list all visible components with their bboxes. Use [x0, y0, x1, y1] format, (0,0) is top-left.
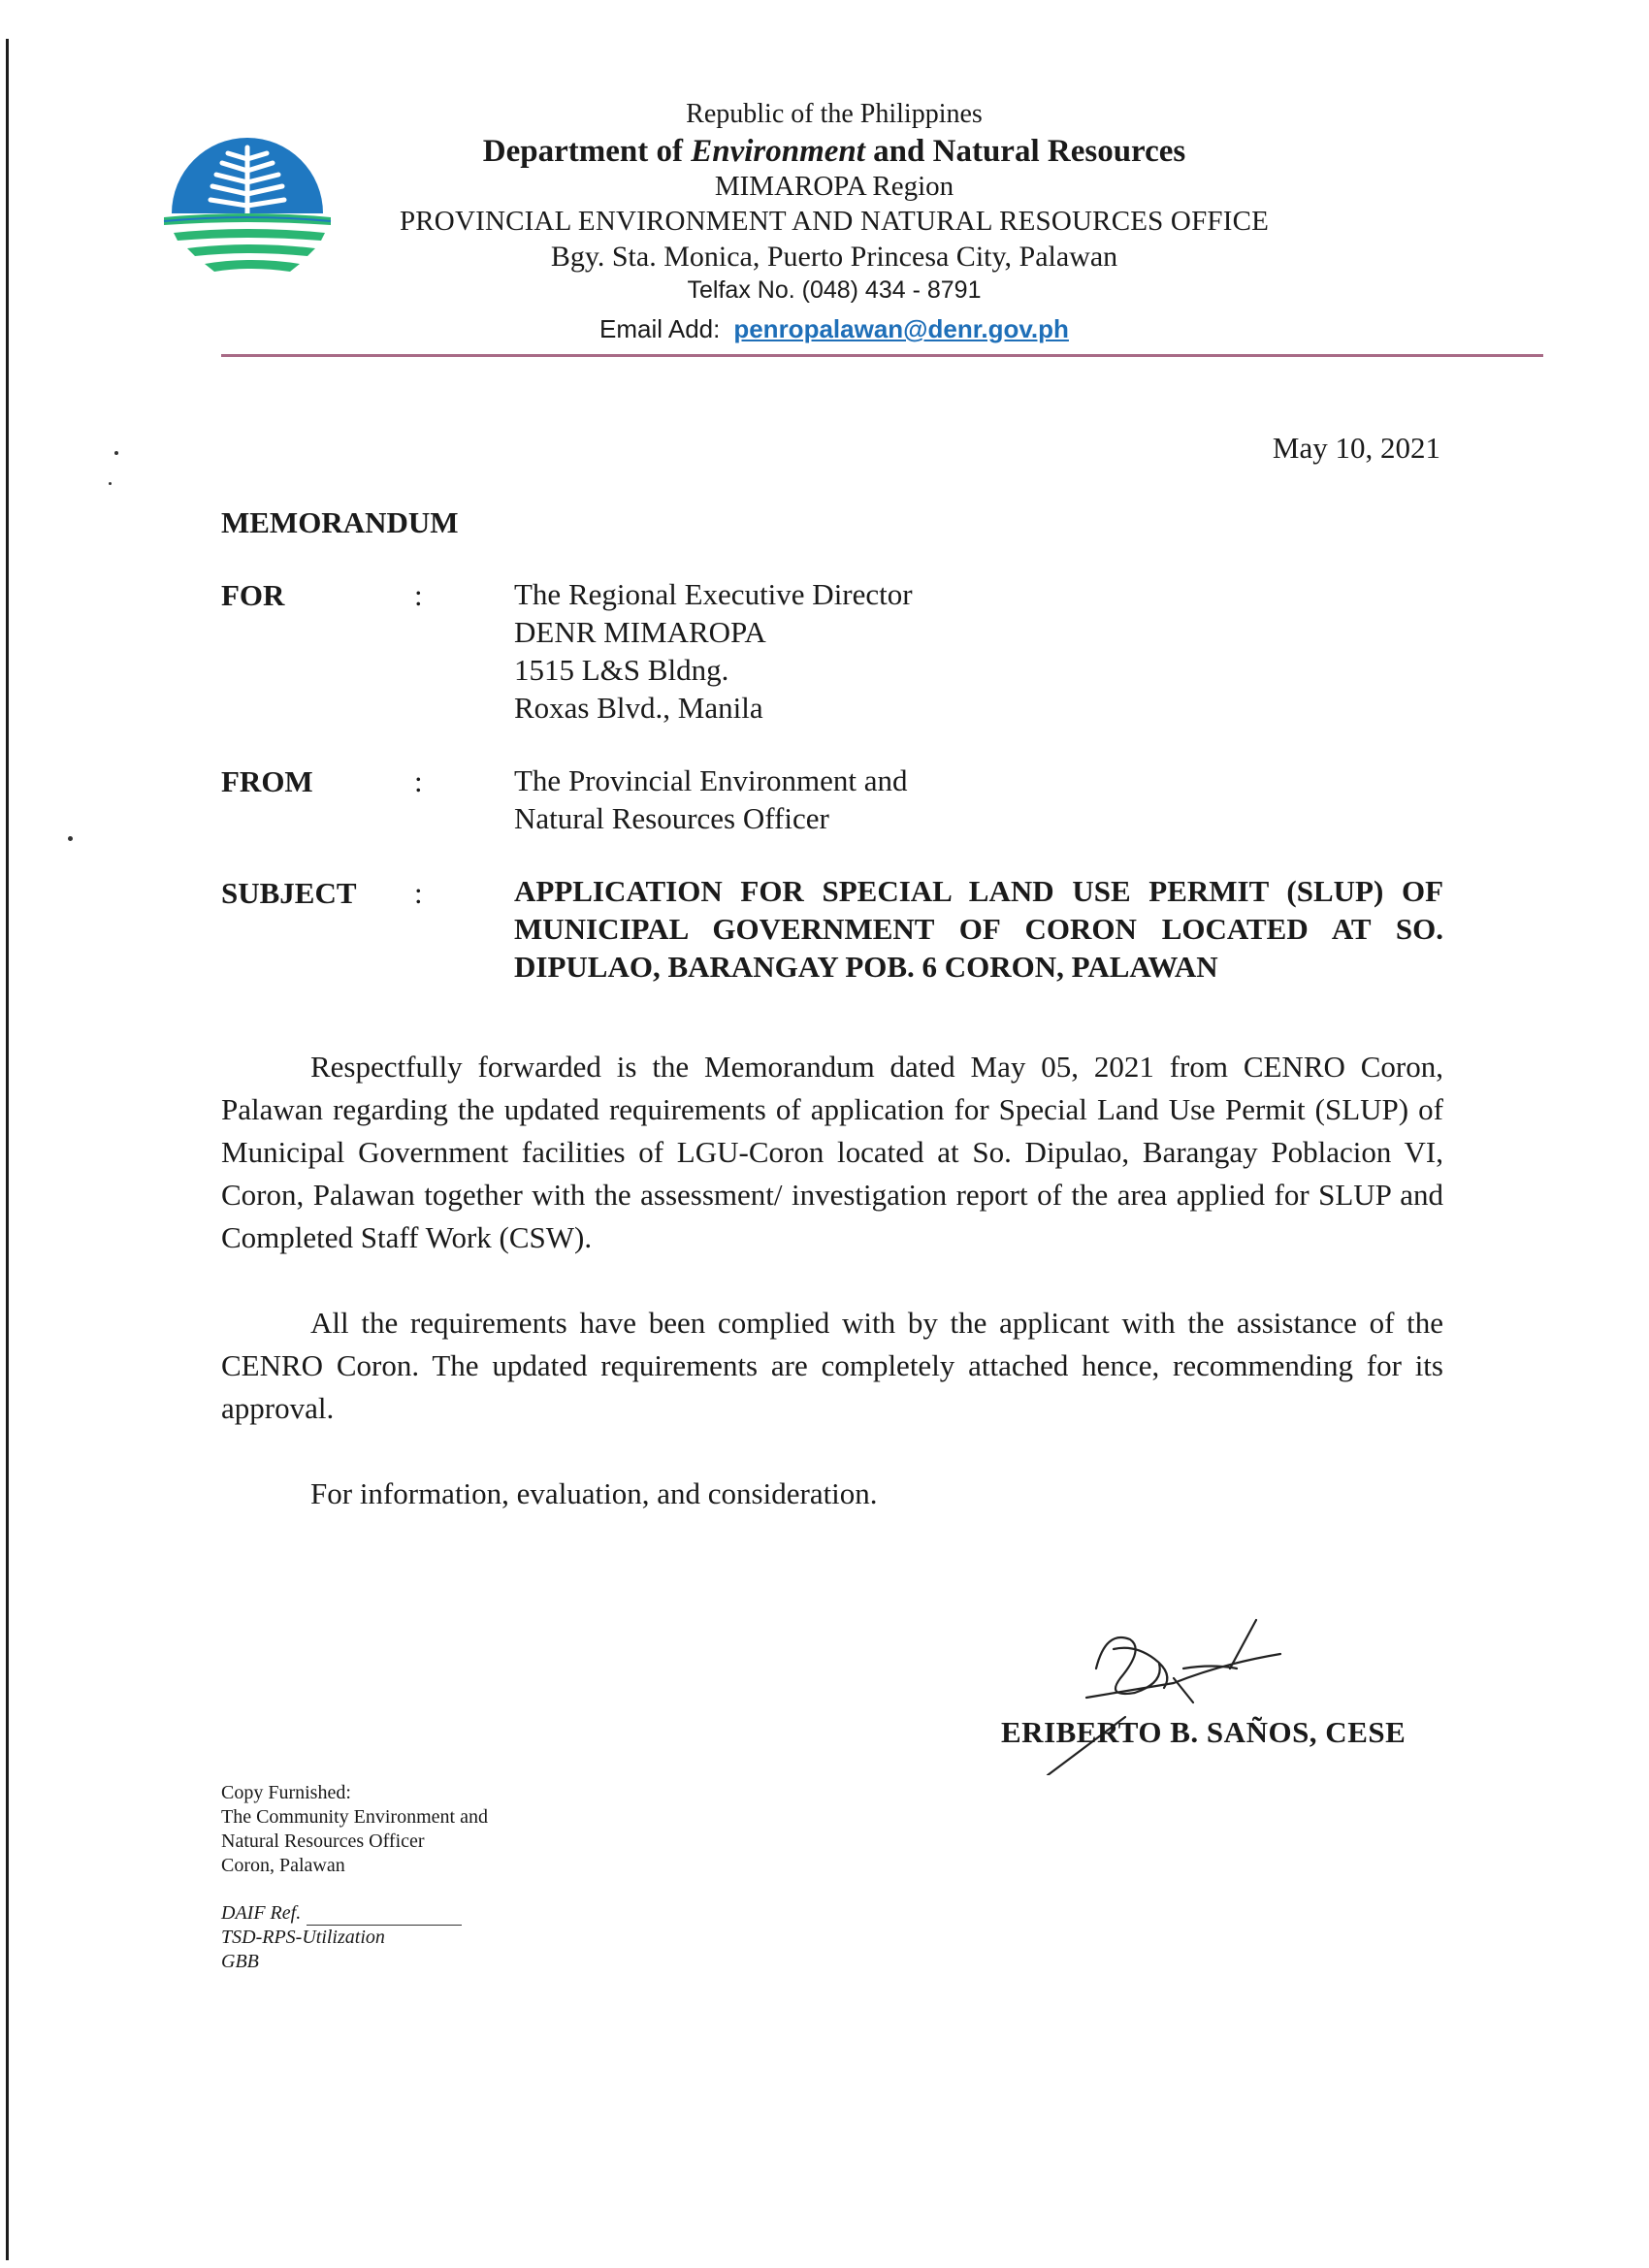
for-line: The Regional Executive Director — [514, 577, 913, 611]
signatory-name: ERIBERTO B. SAÑOS, CESE — [1001, 1715, 1406, 1749]
body-paragraph: For information, evaluation, and consideration. — [310, 1476, 878, 1510]
for-label: FOR — [221, 578, 285, 612]
scan-speck — [109, 482, 112, 485]
address-line: Bgy. Sta. Monica, Puerto Princesa City, Palawan — [550, 241, 1118, 273]
subject-label: SUBJECT — [221, 876, 357, 910]
for-line: 1515 L&S Bldng. — [514, 653, 729, 687]
email-label: Email Add: — [599, 314, 721, 343]
region-line: MIMAROPA Region — [714, 171, 954, 202]
letterhead-divider — [221, 354, 1543, 357]
copy-furnished — [221, 1781, 488, 1878]
for-colon: : — [414, 578, 423, 612]
copy-furnished-line: Natural Resources Officer — [221, 1831, 425, 1852]
for-line: Roxas Blvd., Manila — [514, 691, 763, 725]
department-suffix: and Natural Resources — [864, 134, 1186, 169]
from-sender — [514, 761, 907, 837]
memo-title: MEMORANDUM — [221, 505, 459, 539]
copy-furnished-line: Coron, Palawan — [221, 1855, 345, 1876]
from-line: The Provincial Environment and — [514, 763, 908, 797]
department-emphasis: Environment — [691, 134, 865, 169]
office-line: PROVINCIAL ENVIRONMENT AND NATURAL RESOURCES OFFICE — [399, 206, 1270, 237]
reference-block — [221, 1901, 462, 1974]
denr-logo-icon — [160, 136, 335, 291]
email-link[interactable]: penropalawan@denr.gov.ph — [733, 314, 1069, 343]
department-name — [369, 136, 1300, 168]
copy-furnished-line: The Community Environment and — [221, 1806, 488, 1828]
daif-ref-row — [221, 1901, 462, 1926]
scan-edge — [6, 39, 9, 2260]
from-line: Natural Resources Officer — [514, 801, 829, 835]
from-label: FROM — [221, 764, 313, 798]
for-line: DENR MIMAROPA — [514, 615, 766, 649]
daif-ref-label: DAIF Ref. — [221, 1902, 302, 1924]
body-paragraph: All the requirements have been complied with by the applicant with the assistance of the CENRO Coron. The updated requirements are completely attached hence, recommending for its approval. — [221, 1306, 1443, 1425]
subject-text: APPLICATION FOR SPECIAL LAND USE PERMIT (SLUP) OF MUNICIPAL GOVERNMENT OF CORON LOCATED AT SO. DIPULAO, BARANGAY POB. 6 CORON, PALAWAN — [514, 874, 1443, 984]
republic-line: Republic of the Philippines — [686, 99, 983, 129]
department-prefix: Department of — [482, 134, 692, 169]
for-recipient — [514, 575, 913, 727]
reference-line: GBB — [221, 1951, 259, 1972]
scan-speck — [68, 836, 73, 841]
body-paragraph: Respectfully forwarded is the Memorandum dated May 05, 2021 from CENRO Coron, Palawan regarding the updated requirements of application for Special Land Use Permit (SLUP) of Municipal Government facilities of LGU-Coron located at So. Dipulao, Barangay Poblacion VI, Coron, Palawan together with the assessment/ investigation report of the area applied for SLUP and Completed Staff Work (CSW). — [221, 1050, 1443, 1254]
memo-date: May 10, 2021 — [1272, 431, 1440, 465]
signature-scribble-icon — [1028, 1610, 1300, 1775]
subject-colon: : — [414, 876, 423, 910]
copy-furnished-label: Copy Furnished: — [221, 1782, 351, 1803]
telfax-line: Telfax No. (048) 434 - 8791 — [687, 276, 982, 304]
scan-speck — [114, 451, 118, 455]
email-line — [369, 316, 1300, 341]
from-colon: : — [414, 764, 423, 798]
reference-line: TSD-RPS-Utilization — [221, 1927, 385, 1948]
